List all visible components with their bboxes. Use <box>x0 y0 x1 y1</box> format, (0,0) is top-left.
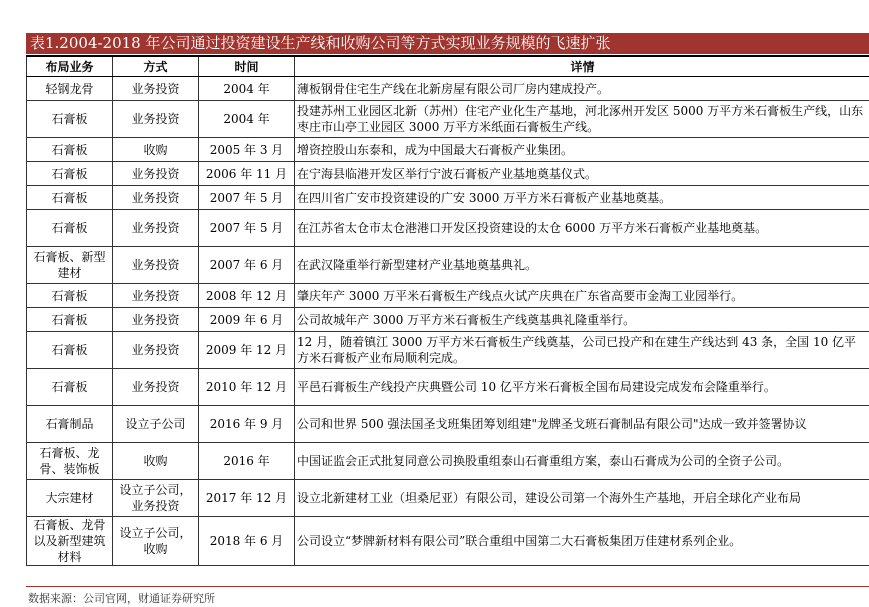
cell-business: 石膏板 <box>27 284 113 308</box>
header-time: 时间 <box>199 56 295 77</box>
cell-business: 大宗建材 <box>27 480 113 517</box>
cell-method: 业务投资 <box>113 284 199 308</box>
cell-time: 2016 年 9 月 <box>199 406 295 443</box>
table-title: 表1.2004-2018 年公司通过投资建设生产线和收购公司等方式实现业务规模的飞速扩张 <box>26 33 869 54</box>
cell-method: 业务投资 <box>113 332 199 369</box>
table-row <box>27 138 869 162</box>
table-row <box>27 101 869 138</box>
cell-detail: 在武汉隆重举行新型建材产业基地奠基典礼。 <box>295 247 869 284</box>
cell-method: 收购 <box>113 138 199 162</box>
cell-time: 2009 年 6 月 <box>199 308 295 332</box>
cell-business: 石膏板 <box>27 162 113 186</box>
cell-time: 2010 年 12 月 <box>199 369 295 406</box>
cell-detail: 中国证监会正式批复同意公司换股重组泰山石膏重组方案，泰山石膏成为公司的全资子公司。 <box>295 443 869 480</box>
cell-time: 2007 年 6 月 <box>199 247 295 284</box>
cell-business: 石膏板 <box>27 369 113 406</box>
cell-detail: 在宁海县临港开发区举行宁波石膏板产业基地奠基仪式。 <box>295 162 869 186</box>
cell-detail: 设立北新建材工业（坦桑尼亚）有限公司，建设公司第一个海外生产基地，开启全球化产业布局 <box>295 480 869 517</box>
cell-method: 设立子公司，收购 <box>113 517 199 566</box>
cell-detail: 公司设立“梦牌新材料有限公司”联合重组中国第二大石膏板集团万佳建材系列企业。 <box>295 517 869 566</box>
cell-time: 2004 年 <box>199 77 295 101</box>
cell-method: 设立子公司 <box>113 406 199 443</box>
cell-time: 2007 年 5 月 <box>199 186 295 210</box>
cell-method: 业务投资 <box>113 210 199 247</box>
cell-time: 2008 年 12 月 <box>199 284 295 308</box>
source-note: 数据来源：公司官网，财通证券研究所 <box>28 592 215 605</box>
cell-time: 2018 年 6 月 <box>199 517 295 566</box>
table-row <box>27 369 869 406</box>
cell-method: 业务投资 <box>113 162 199 186</box>
expansion-table <box>26 55 869 566</box>
table-header-row <box>27 56 869 77</box>
cell-method: 设立子公司，业务投资 <box>113 480 199 517</box>
header-business: 布局业务 <box>27 56 113 77</box>
table-row <box>27 308 869 332</box>
cell-method: 业务投资 <box>113 247 199 284</box>
cell-business: 石膏板 <box>27 210 113 247</box>
cell-business: 石膏板、新型建材 <box>27 247 113 284</box>
cell-business: 石膏板 <box>27 186 113 210</box>
cell-detail: 平邑石膏板生产线投产庆典暨公司 10 亿平方米石膏板全国布局建设完成发布会隆重举行。 <box>295 369 869 406</box>
cell-method: 业务投资 <box>113 308 199 332</box>
cell-time: 2006 年 11 月 <box>199 162 295 186</box>
table-row <box>27 480 869 517</box>
cell-detail: 在江苏省太仓市太仓港港口开发区投资建设的太仓 6000 万平方米石膏板产业基地奠基。 <box>295 210 869 247</box>
cell-time: 2009 年 12 月 <box>199 332 295 369</box>
cell-detail: 增资控股山东泰和，成为中国最大石膏板产业集团。 <box>295 138 869 162</box>
table-row <box>27 406 869 443</box>
cell-detail: 在四川省广安市投资建设的广安 3000 万平方米石膏板产业基地奠基。 <box>295 186 869 210</box>
header-detail: 详情 <box>295 56 869 77</box>
cell-detail: 公司故城年产 3000 万平方米石膏板生产线奠基典礼隆重举行。 <box>295 308 869 332</box>
table-row <box>27 186 869 210</box>
cell-detail: 公司和世界 500 强法国圣戈班集团筹划组建"龙牌圣戈班石膏制品有限公司"达成一致并签署协议 <box>295 406 869 443</box>
cell-time: 2017 年 12 月 <box>199 480 295 517</box>
table-row <box>27 77 869 101</box>
table-body <box>27 77 869 566</box>
cell-detail: 薄板钢骨住宅生产线在北新房屋有限公司厂房内建成投产。 <box>295 77 869 101</box>
cell-business: 轻钢龙骨 <box>27 77 113 101</box>
cell-time: 2007 年 5 月 <box>199 210 295 247</box>
cell-business: 石膏板 <box>27 308 113 332</box>
cell-detail: 12 月，随着镇江 3000 万平方米石膏板生产线奠基，公司已投产和在建生产线达到 43 条，全国 10 亿平方米石膏板产业布局顺利完成。 <box>295 332 869 369</box>
cell-time: 2004 年 <box>199 101 295 138</box>
table-row <box>27 517 869 566</box>
cell-business: 石膏板 <box>27 101 113 138</box>
table-row <box>27 443 869 480</box>
table-row <box>27 284 869 308</box>
cell-detail: 肇庆年产 3000 万平米石膏板生产线点火试产庆典在广东省高要市金淘工业园举行。 <box>295 284 869 308</box>
cell-business: 石膏制品 <box>27 406 113 443</box>
cell-method: 收购 <box>113 443 199 480</box>
cell-detail: 投建苏州工业园区北新（苏州）住宅产业化生产基地，河北涿州开发区 5000 万平方米石膏板生产线，山东枣庄市山亭工业园区 3000 万平方米纸面石膏板生产线。 <box>295 101 869 138</box>
cell-time: 2016 年 <box>199 443 295 480</box>
bottom-rule <box>26 586 869 587</box>
cell-business: 石膏板 <box>27 332 113 369</box>
table-row <box>27 247 869 284</box>
table-row <box>27 332 869 369</box>
cell-business: 石膏板、龙骨、装饰板 <box>27 443 113 480</box>
table-row <box>27 210 869 247</box>
cell-method: 业务投资 <box>113 101 199 138</box>
cell-business: 石膏板 <box>27 138 113 162</box>
table-row <box>27 162 869 186</box>
cell-business: 石膏板、龙骨以及新型建筑材料 <box>27 517 113 566</box>
cell-method: 业务投资 <box>113 77 199 101</box>
cell-time: 2005 年 3 月 <box>199 138 295 162</box>
cell-method: 业务投资 <box>113 369 199 406</box>
cell-method: 业务投资 <box>113 186 199 210</box>
header-method: 方式 <box>113 56 199 77</box>
